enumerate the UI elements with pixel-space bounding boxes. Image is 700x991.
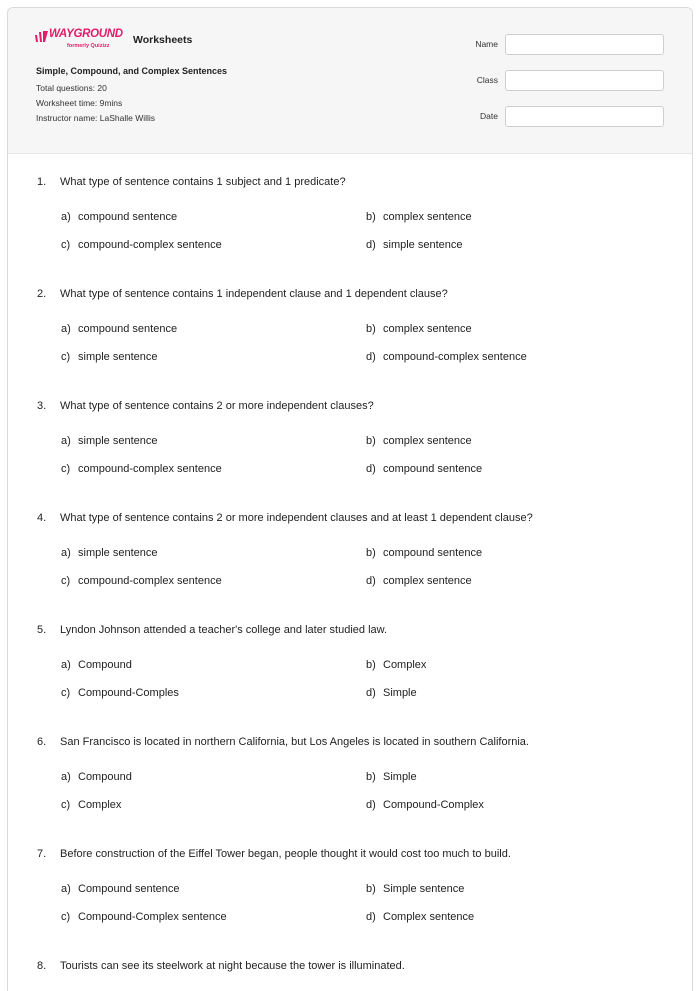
question-number: 4. [37,512,47,524]
question-text: Tourists can see its steelwork at night because the tower is illuminated. [60,960,405,972]
option-text: compound-complex sentence [78,463,222,475]
answer-option [61,771,132,783]
total-questions: Total questions: 20 [36,83,107,93]
answer-option [61,463,222,475]
date-field [448,106,666,126]
question-stem [37,624,387,636]
option-text: simple sentence [383,239,463,251]
option-text: compound-complex sentence [78,239,222,251]
answer-option [61,239,222,251]
question-number: 1. [37,176,47,188]
option-letter: d) [366,911,376,923]
option-letter: c) [61,239,71,251]
worksheet-page [7,7,693,991]
option-letter: b) [366,435,376,447]
option-letter: a) [61,211,71,223]
answer-option [366,883,464,895]
answer-option [61,435,158,447]
question-number: 8. [37,960,47,972]
question-text: Lyndon Johnson attended a teacher's college and later studied law. [60,624,388,636]
answer-option [61,911,227,923]
question-stem [37,736,529,748]
question-number: 5. [37,624,47,636]
option-text: Compound [78,771,132,783]
option-letter: d) [366,687,376,699]
question-stem [37,176,346,188]
option-text: simple sentence [78,547,158,559]
answer-option [61,659,132,671]
logo-wordmark: WAYGROUND [49,28,123,40]
answer-option [366,771,417,783]
answer-option [61,211,177,223]
question-text: What type of sentence contains 1 subject and 1 predicate? [60,176,346,188]
question-item [8,490,692,602]
option-letter: a) [61,547,71,559]
option-letter: b) [366,659,376,671]
option-letter: c) [61,463,71,475]
answer-option [366,659,426,671]
question-item [8,602,692,714]
worksheet-title: Simple, Compound, and Complex Sentences [36,66,228,76]
option-text: complex sentence [383,575,472,587]
option-letter: d) [366,463,376,475]
option-letter: a) [61,323,71,335]
question-stem [37,848,511,860]
wayground-logo [35,28,131,58]
option-letter: a) [61,771,71,783]
worksheet-meta [36,66,227,126]
option-text: Compound sentence [78,883,180,895]
worksheet-time: Worksheet time: 9mins [36,98,123,108]
answer-option [61,575,222,587]
question-number: 7. [37,848,47,860]
option-text: Complex [78,799,122,811]
option-text: Compound-Comples [78,687,179,699]
question-text: Before construction of the Eiffel Tower began, people thought it would cost too much to build. [60,848,511,860]
option-letter: d) [366,351,376,363]
option-letter: c) [61,911,71,923]
option-letter: b) [366,771,376,783]
option-letter: b) [366,883,376,895]
option-text: compound sentence [383,463,483,475]
answer-option [366,463,482,475]
answer-option [61,799,121,811]
option-letter: d) [366,239,376,251]
question-number: 3. [37,400,47,412]
answer-option [61,323,177,335]
answer-option [366,911,474,923]
answer-option [366,799,484,811]
question-stem [37,288,448,300]
option-text: Simple [383,687,417,699]
name-label: Name [475,39,498,49]
class-field [448,70,666,90]
option-text: Compound-Complex [383,799,484,811]
answer-option [366,435,472,447]
answer-option [366,687,417,699]
name-field [448,34,666,54]
question-stem [37,400,374,412]
question-stem [37,960,405,972]
answer-option [366,211,472,223]
option-text: Compound [78,659,132,671]
option-letter: b) [366,323,376,335]
class-label: Class [476,75,498,85]
question-text: San Francisco is located in northern California, but Los Angeles is located in southern California. [60,736,529,748]
option-text: Simple sentence [383,883,465,895]
question-stem [37,512,533,524]
option-text: compound sentence [78,211,178,223]
option-text: compound-complex sentence [383,351,527,363]
option-text: Complex [383,659,427,671]
option-text: simple sentence [78,435,158,447]
answer-option [366,323,472,335]
name-input[interactable] [505,34,664,55]
option-letter: c) [61,575,71,587]
question-item [8,938,692,991]
option-letter: c) [61,687,71,699]
question-item [8,266,692,378]
answer-option [61,687,179,699]
question-number: 6. [37,736,47,748]
logo-mark-icon [35,31,48,42]
date-label: Date [480,111,498,121]
answer-option [61,883,180,895]
option-text: complex sentence [383,323,472,335]
app-title: Worksheets [133,34,193,46]
option-text: compound-complex sentence [78,575,222,587]
question-text: What type of sentence contains 1 independent clause and 1 dependent clause? [60,288,448,300]
logo-subtext: formerly Quizizz [67,43,110,49]
option-letter: a) [61,883,71,895]
option-letter: d) [366,575,376,587]
answer-option [366,239,463,251]
instructor-name: Instructor name: LaShalle Willis [36,113,156,123]
option-text: simple sentence [78,351,158,363]
question-item [8,826,692,938]
option-letter: b) [366,211,376,223]
option-letter: d) [366,799,376,811]
question-item [8,714,692,826]
option-letter: b) [366,547,376,559]
option-letter: a) [61,659,71,671]
class-input[interactable] [505,70,664,91]
worksheet-header [8,8,692,154]
option-letter: a) [61,435,71,447]
answer-option [366,575,472,587]
date-input[interactable] [505,106,664,127]
question-item [8,154,692,266]
answer-option [61,351,158,363]
option-letter: c) [61,799,71,811]
answer-option [61,547,158,559]
question-item [8,378,692,490]
question-number: 2. [37,288,47,300]
option-letter: c) [61,351,71,363]
option-text: compound sentence [383,547,483,559]
answer-option [366,351,527,363]
option-text: Compound-Complex sentence [78,911,227,923]
option-text: compound sentence [78,323,178,335]
question-text: What type of sentence contains 2 or more independent clauses? [60,400,374,412]
option-text: complex sentence [383,211,472,223]
question-text: What type of sentence contains 2 or more independent clauses and at least 1 dependent clause? [60,512,533,524]
option-text: complex sentence [383,435,472,447]
option-text: Simple [383,771,417,783]
answer-option [366,547,482,559]
option-text: Complex sentence [383,911,475,923]
